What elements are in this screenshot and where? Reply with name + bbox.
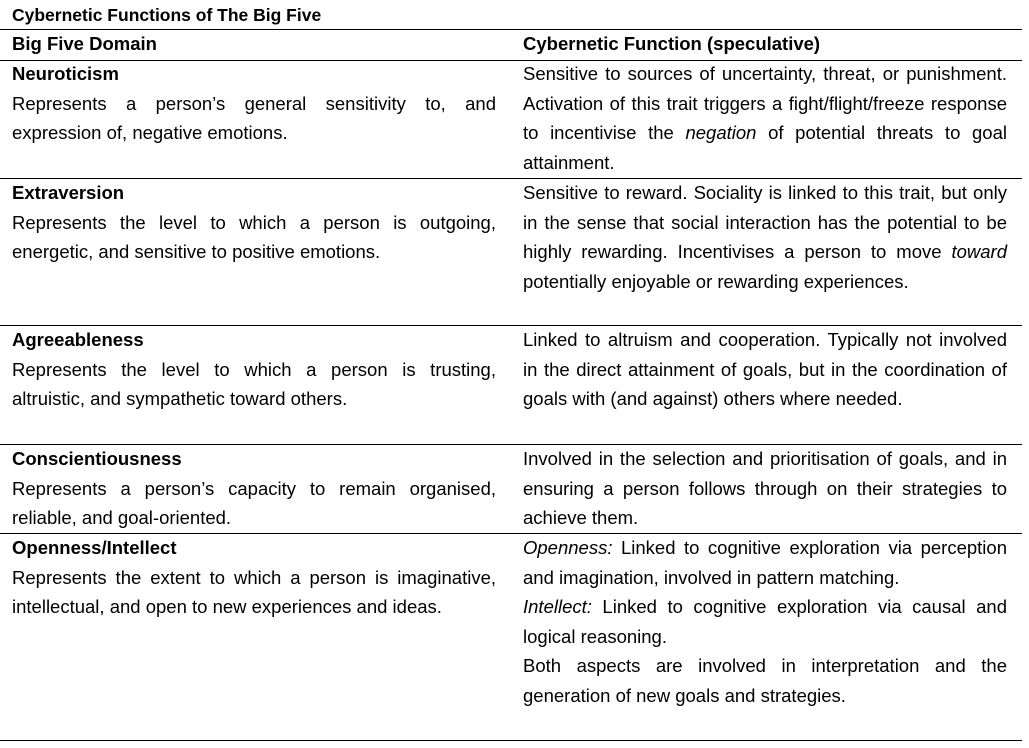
function-text: of potential threats to goal attainment. [523,122,1007,173]
domain-name: Conscientiousness [12,448,182,469]
row-agreeableness-function: Linked to altruism and cooperation. Typically not involved in the direct attainment of goals, but in the coordination of goals with (and against) others where needed. [523,329,1007,409]
domain-description: Represents the extent to which a person is imaginative, intellectual, and open to new experiences and ideas. [12,566,496,617]
domain-description: Represents a person’s capacity to remain organised, reliable, and goal-oriented. [12,477,496,528]
row-conscientiousness-function: Involved in the selection and prioritisation of goals, and in ensuring a person follows through on their strategies to achieve them. [523,448,1007,528]
domain-name: Agreeableness [12,329,144,350]
intellect-text: Linked to cognitive exploration via causal and logical reasoning. [523,596,1007,647]
function-emphasis: negation [685,122,757,143]
intellect-label: Intellect: [523,596,592,617]
row-conscientiousness-domain [12,444,496,533]
domain-name: Openness/Intellect [12,537,177,558]
header-domain: Big Five Domain [12,33,157,54]
domain-name: Neuroticism [12,63,119,84]
row-openness-domain [12,533,496,622]
row-neuroticism-domain [12,59,496,148]
function-emphasis: toward [951,241,1007,262]
intellect-aspect [523,592,1007,651]
function-text: Sensitive to reward. Sociality is linked to this trait, but only in the sense that social interaction has the potential to be highly rewarding. Incentivises a person to move [523,182,1007,262]
header-function: Cybernetic Function (speculative) [523,33,821,54]
row-extraversion-function [523,178,1007,296]
function-text: Sensitive to sources of uncertainty, threat, or punishment. Activation of this trait triggers a fight/flight/freeze response to incentivise the [523,63,1007,143]
openness-aspect [523,533,1007,592]
domain-description: Represents a person’s general sensitivity to, and expression of, negative emotions. [12,92,496,143]
row-extraversion-domain [12,178,496,267]
table-title: Cybernetic Functions of The Big Five [12,5,322,25]
openness-label: Openness: [523,537,613,558]
both-aspects-text: Both aspects are involved in interpretation and the generation of new goals and strategies. [523,655,1007,706]
function-text: potentially enjoyable or rewarding experiences. [523,270,909,292]
domain-name: Extraversion [12,182,125,203]
row-agreeableness-domain [12,325,496,414]
table-bottom-rule [0,740,1022,741]
row-neuroticism-function [523,59,1007,177]
openness-text: Linked to cognitive exploration via perception and imagination, involved in pattern matching. [523,537,1007,588]
domain-description: Represents the level to which a person is outgoing, energetic, and sensitive to positive emotions. [12,211,496,262]
domain-description: Represents the level to which a person is trusting, altruistic, and sympathetic toward others. [12,358,496,409]
row-openness-function [523,533,1007,710]
